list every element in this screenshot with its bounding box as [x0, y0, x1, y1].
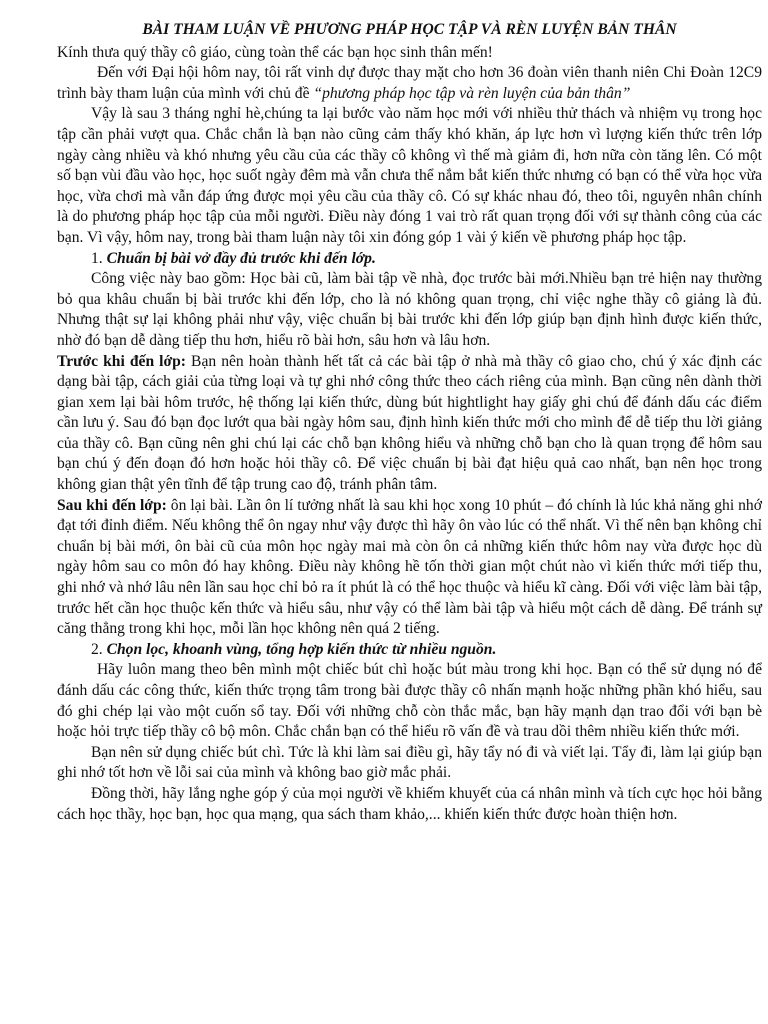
section-heading-2: [57, 640, 762, 661]
before-class-text: Bạn nên hoàn thành hết tất cả các bài tập ở nhà mà thầy cô giao cho, chú ý xác định các dạng bài tập, cách giải của từng loại và tự ghi nhớ công thức theo cách riêng của mình. Bạn cũng nên dành thời gian xem lại bài hôm trước, hệ thống lại kiến thức, dùng bút hightlight hay giấy ghi chú để đánh dấu các điểm cần lưu ý. Sau đó bạn đọc lướt qua bài ngày hôm sau, định hình kiến thức mới cho mình để dễ tiếp thu lời giảng của thầy cô. Bạn cũng nên ghi chú lại các chỗ bạn không hiểu và những chỗ bạn cho là quan trọng để hôm sau bạn chú ý đến đoạn đó hơn hoặc hỏi thầy cô. Để việc chuẩn bị bài đạt hiệu quả cao nhất, bạn nên học trong không gian thật yên tĩnh để tập trung cao độ, tránh phân tâm.: [57, 352, 762, 494]
greeting: Kính thưa quý thầy cô giáo, cùng toàn thể các bạn học sinh thân mến!: [57, 43, 493, 61]
paragraph-context: Vậy là sau 3 tháng nghỉ hè,chúng ta lại bước vào năm học mới với nhiều thử thách và nhiệm vụ trong học tập cần phải vượt qua. Chắc chắn là bạn nào cũng cảm thấy khó khăn, áp lực hơn vì lượng kiến thức trên lớp ngày càng nhiều và khó nhưng yêu cầu của các thầy cô không vì thế mà giảm đi, hơn nữa còn tăng lên. Có một số bạn vùi đầu vào học, học suốt ngày đêm mà vẫn chưa thể nắm bắt kiến thức nhưng có bạn có thể vừa học vừa học, vừa chơi mà vẫn đáp ứng được mọi yêu cầu của thầy cô. Có sự khác nhau đó, theo tôi, nguyên nhân chính là do phương pháp học tập của mỗi người. Điều này đóng 1 vai trò rất quan trọng đối với sự thành công của các bạn. Vì vậy, hôm nay, trong bài tham luận này tôi xin đóng góp 1 vài ý kiến về phương pháp học tập.: [57, 105, 762, 246]
intro-paragraph: [57, 63, 762, 104]
paragraph-feedback: Đồng thời, hãy lắng nghe góp ý của mọi người về khiếm khuyết của cá nhân mình và tích cực học hỏi bằng cách học thầy, học bạn, học qua mạng, qua sách tham khảo,... khiến kiến thức được hoàn thiện hơn.: [57, 784, 762, 823]
section-heading-1: [57, 249, 762, 270]
after-class-label: Sau khi đến lớp:: [57, 496, 167, 514]
paragraph-pencil: Hãy luôn mang theo bên mình một chiếc bút chì hoặc bút màu trong khi học. Bạn có thể sử dụng nó để đánh dấu các công thức, kiến thức trọng tâm trong bài được thầy cô nhấn mạnh hoặc những phần khó hiểu, sau đó ghi chép lại vào một cuốn sổ tay. Đối với những chỗ còn thắc mắc, bạn hãy mạnh dạn trao đổi với bạn bè hoặc hỏi trực tiếp thầy cô bộ môn. Chắc chắn bạn có thể hiểu rõ vấn đề và trau dồi thêm nhiều kiến thức mới.: [57, 661, 762, 741]
section-number: 2.: [91, 640, 103, 658]
intro-text: Đến với Đại hội hôm nay, tôi rất vinh dự được thay mặt cho hơn 36 đoàn viên thanh niên Chi Đoàn 12C9 trình bày tham luận của mình với chủ đề: [57, 64, 762, 102]
paragraph-after-class: [57, 496, 762, 640]
document-title: BÀI THAM LUẬN VỀ PHƯƠNG PHÁP HỌC TẬP VÀ RÈN LUYỆN BẢN THÂN: [142, 21, 677, 38]
intro-topic: “phương pháp học tập và rèn luyện của bản thân”: [313, 84, 631, 102]
section-heading-text: Chọn lọc, khoanh vùng, tổng hợp kiến thức từ nhiều nguồn.: [106, 640, 497, 658]
before-class-label: Trước khi đến lớp:: [57, 352, 186, 370]
paragraph-eraser: Bạn nên sử dụng chiếc bút chì. Tức là khi làm sai điều gì, hãy tẩy nó đi và viết lại. Tẩy đi, làm lại giúp bạn ghi nhớ tốt hơn về lỗi sai của mình và không bao giờ mắc phải.: [57, 743, 762, 782]
paragraph-preparation: Công việc này bao gồm: Học bài cũ, làm bài tập về nhà, đọc trước bài mới.Nhiều bạn trẻ hiện nay thường bỏ qua khâu chuẩn bị bài trước khi đến lớp, cho là nó không quan trọng, chỉ việc nghe thầy cô giảng là đủ. Nhưng thật sự lại không phải như vậy, việc chuẩn bị bài trước khi đến lớp giúp bạn định hình được kiến thức, nhờ đó bạn dễ dàng tiếp thu hơn, hiểu rõ bài hơn, sâu hơn và lâu hơn.: [57, 270, 762, 349]
section-heading-text: Chuẩn bị bài vở đầy đủ trước khi đến lớp.: [106, 249, 376, 267]
paragraph-before-class: [57, 352, 762, 496]
after-class-text: ôn lại bài. Lần ôn lí tưởng nhất là sau khi học xong 10 phút – đó chính là lúc khả năng ghi nhớ đạt tới đỉnh điểm. Nếu không thể ôn ngay như vậy được thì hãy ôn vào lúc có thể nhất. Vì thế nên bạn không chỉ chuẩn bị bài mới, ôn bài cũ của môn học ngày mai mà còn ôn cả những kiến thức hôm nay vừa được học dù ngày hôm sau co môn đó hay không. Điều này không hề tốn thời gian một chút nào vì kiến thức mới tiếp thu, ghi nhớ và nhớ lâu nên lần sau học chỉ bỏ ra ít phút là có thể học thuộc và hiểu kĩ càng. Đối với việc làm bài tập, trước hết cần học thuộc kến thức và hiểu sâu, như vậy có thể làm bài tập và hiểu một cách dễ dàng. Để tránh sự căng thẳng trong khi học, mỗi lần học không nên quá 2 tiếng.: [57, 496, 762, 638]
section-number: 1.: [91, 249, 103, 267]
